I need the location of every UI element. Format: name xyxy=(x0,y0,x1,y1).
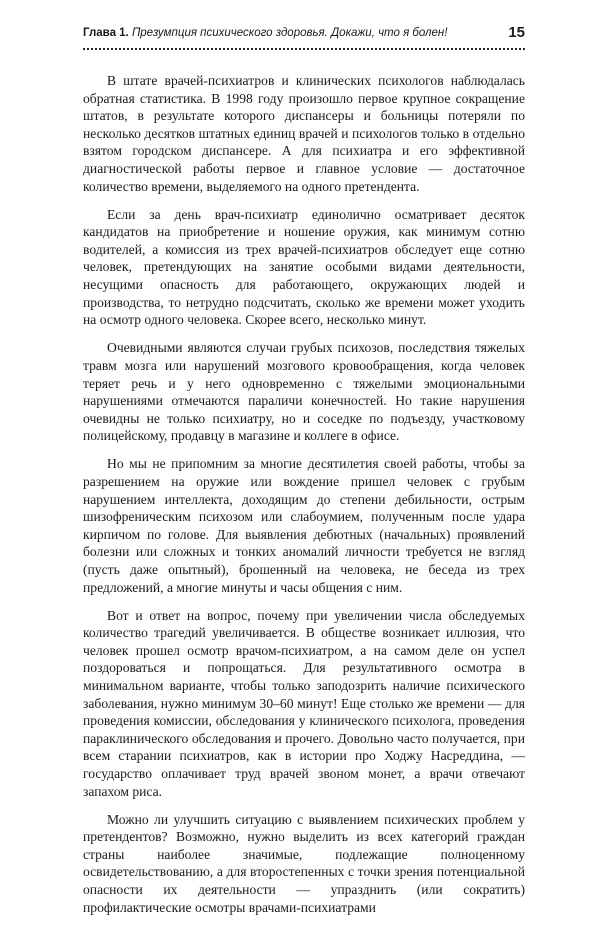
paragraph: Вот и ответ на вопрос, почему при увеличении числа обследуемых количество трагедий увеличивается. В обществе возникает иллюзия, что человек прошел осмотр врачом-психиатром, а на самом деле он успел поздороваться и попрощаться. Для результативного осмотра в минимальном варианте, чтобы только заподозрить наличие психического заболевания, нужно минимум 30–60 минут! Еще столько же времени — для проведения комиссии, обследования у клинического психолога, проведения параклинического обследования и прочего. Довольно часто получается, при всем старании психиатров, как в истории про Ходжу Насреддина, — государство оплачивает труд врачей звоном монет, а врачи отвечают запахом риса. xyxy=(83,607,525,799)
paragraph: Можно ли улучшить ситуацию с выявлением психических проблем у претендентов? Возможно, нужно выделить из всех категорий граждан страны наиболее значимые, подлежащие полноценному освидетельствованию, а для второстепенных с точки зрения потенциальной опасности их деятельности — упразднить (или сократить) профилактические осмотры врачами-психиатрами xyxy=(83,811,525,915)
running-header xyxy=(83,24,525,50)
paragraph: Очевидными являются случаи грубых психозов, последствия тяжелых травм мозга или нарушений мозгового кровообращения, когда человек теряет речь и у него одновременно с тяжелыми эмоциональными нарушениями отмечаются параличи конечностей. Но такие нарушения очевидны не только психиатру, но и соседке по подъезду, участковому полицейскому, продавцу в магазине и коллеге в офисе. xyxy=(83,340,525,444)
body-text xyxy=(83,72,525,927)
chapter-heading xyxy=(83,27,447,39)
paragraph: Если за день врач-психиатр единолично осматривает десяток кандидатов на приобретение и ношение оружия, как минимум сотню водителей, а комиссия из трех врачей-психиатров обследует еще сотню человек, претендующих на занятие особыми видами деятельности, несущими опасность для работающего, окружающих людей и производства, то нетрудно подсчитать, сколько же времени может уходить на осмотр одного человека. Скорее всего, несколько минут. xyxy=(83,206,525,328)
chapter-title: Презумпция психического здоровья. Докажи, что я болен! xyxy=(131,27,448,39)
paragraph: В штате врачей-психиатров и клинических психологов наблюдалась обратная статистика. В 1998 году произошло первое крупное сокращение штатов, в результате которого диспансеры и больницы потеряли по несколько десятков штатных единиц врачей и психологов только в отдельно взятом городском диспансере. А для психиатра и его эффективной диагностической работы первое и главное условие — достаточное количество времени, выделяемого на одного претендента. xyxy=(83,73,525,194)
paragraph: Но мы не припомним за многие десятилетия своей работы, чтобы за разрешением на оружие или вождение пришел человек с грубым нарушением интеллекта, доходящим до степени дебильности, острым шизофреническим психозом или слабоумием, полученным после удара кирпичом по голове. Для выявления дебютных (начальных) проявлений болезни или сложных и тонких аномалий личности требуется не взгляд (пусть даже опытный), брошенный на человека, не беседа из трех предложений, а многие минуты и часы общения с ним. xyxy=(83,456,525,595)
chapter-label: Глава 1. xyxy=(83,27,129,39)
page-number: 15 xyxy=(508,24,525,41)
